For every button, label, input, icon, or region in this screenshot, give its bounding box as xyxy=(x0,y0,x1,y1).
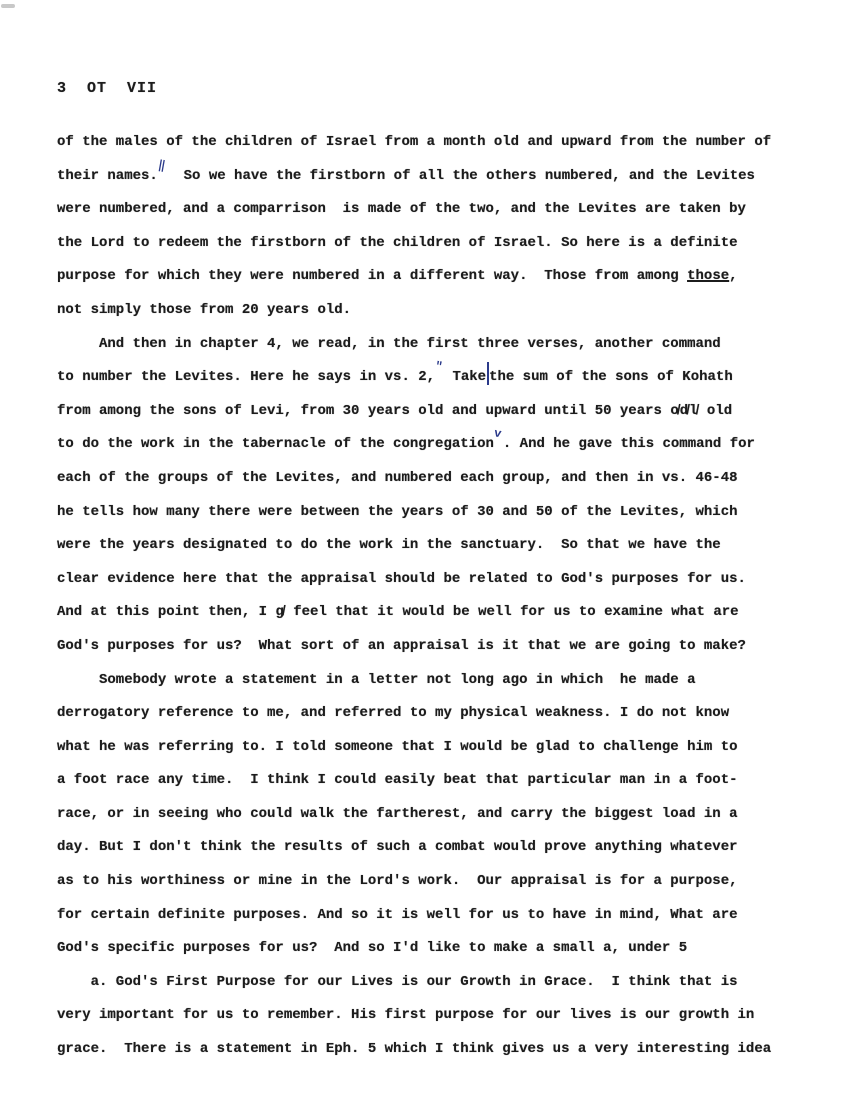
typewritten-text: And then in chapter 4, we read, in the first three verses, another command xyxy=(57,335,721,352)
typewritten-text: God's specific purposes for us? And so I'd like to make a small a, under 5 xyxy=(57,940,688,957)
text-line xyxy=(57,529,817,563)
typewritten-text: old xyxy=(698,402,733,419)
typewritten-text: feel that it would be well for us to examine what are xyxy=(284,604,739,621)
page-header: 3 OT VII xyxy=(57,80,158,97)
text-line xyxy=(57,664,817,698)
typewritten-text: he tells how many there were between the years of 30 and 50 of the Levites, which xyxy=(57,503,738,520)
typewritten-text: clear evidence here that the appraisal should be related to God's purposes for us. xyxy=(57,570,746,587)
typewritten-text: were numbered, and a comparrison is made of the two, and the Levites are taken by xyxy=(57,201,746,218)
text-line xyxy=(57,1033,817,1067)
struck-out-text: o̸d̸l̸ xyxy=(670,402,699,419)
typewritten-text: purpose for which they were numbered in a different way. Those from among xyxy=(57,268,688,285)
typewritten-text: of the males of the children of Israel from a month old and upward from the number of xyxy=(57,134,772,150)
text-line xyxy=(57,462,817,496)
text-line xyxy=(57,596,817,630)
text-line xyxy=(57,999,817,1033)
typewritten-text: very important for us to remember. His first purpose for our lives is our growth in xyxy=(57,1007,755,1024)
text-line xyxy=(57,361,817,395)
text-line xyxy=(57,764,817,798)
text-line xyxy=(57,966,817,1000)
text-line xyxy=(57,260,817,294)
typewritten-text: to number the Levites. Here he says in vs. 2, xyxy=(57,369,436,386)
text-line xyxy=(57,428,817,462)
typewritten-text: what he was referring to. I told someone that I would be glad to challenge him to xyxy=(57,738,738,755)
document-body xyxy=(57,126,817,1067)
scan-smudge xyxy=(1,4,15,8)
struck-out-text: g̸ xyxy=(275,604,285,621)
typewritten-text: And at this point then, I xyxy=(57,604,276,621)
text-line xyxy=(57,932,817,966)
typewritten-text: to do the work in the tabernacle of the congregation xyxy=(57,436,494,453)
typewritten-text: each of the groups of the Levites, and numbered each group, and then in vs. 46-48 xyxy=(57,469,738,486)
typewritten-text: the sum of the sons of Kohath xyxy=(489,369,733,386)
text-line xyxy=(57,126,817,160)
typewritten-text: Take xyxy=(444,369,487,386)
inserted-quote-mark: " xyxy=(434,359,444,375)
text-line xyxy=(57,630,817,664)
typewritten-text: for certain definite purposes. And so it is well for us to have in mind, What are xyxy=(57,906,738,923)
typewritten-text: their names. xyxy=(57,167,158,184)
text-line xyxy=(57,157,817,194)
text-line xyxy=(57,798,817,832)
text-line xyxy=(57,731,817,765)
text-line xyxy=(57,697,817,731)
text-line xyxy=(57,227,817,261)
typewritten-text: a foot race any time. I think I could easily beat that particular man in a foot- xyxy=(57,772,738,789)
text-line xyxy=(57,899,817,933)
typewritten-text: as to his worthiness or mine in the Lord's work. Our appraisal is for a purpose, xyxy=(57,873,738,890)
typewritten-text: grace. There is a statement in Eph. 5 which I think gives us a very interesting idea xyxy=(57,1041,772,1058)
text-line xyxy=(57,294,817,328)
typewritten-text: derrogatory reference to me, and referred to my physical weakness. I do not know xyxy=(57,705,730,722)
text-line xyxy=(57,865,817,899)
typewritten-text: the Lord to redeem the firstborn of the children of Israel. So here is a definite xyxy=(57,234,738,251)
typewritten-text: , xyxy=(729,268,738,285)
text-line xyxy=(57,563,817,597)
typewritten-text: a. God's First Purpose for our Lives is our Growth in Grace. I think that is xyxy=(57,973,738,990)
typewritten-text: day. But I don't think the results of such a combat would prove anything whatever xyxy=(57,839,738,856)
text-line xyxy=(57,831,817,865)
typewritten-text: Somebody wrote a statement in a letter not long ago in which he made a xyxy=(57,671,696,688)
typewritten-text: So we have the firstborn of all the others numbered, and the Levites xyxy=(166,167,755,184)
typewritten-text: from among the sons of Levi, from 30 years old and upward until 50 years xyxy=(57,402,671,419)
text-line xyxy=(57,395,817,429)
text-line xyxy=(57,193,817,227)
typewritten-text: race, or in seeing who could walk the fartherest, and carry the biggest load in a xyxy=(57,805,738,822)
typewritten-text: were the years designated to do the work in the sanctuary. So that we have the xyxy=(57,537,721,554)
inserted-quote-mark: ‖ xyxy=(156,157,167,173)
text-line xyxy=(57,496,817,530)
typewritten-text: God's purposes for us? What sort of an appraisal is it that we are going to make? xyxy=(57,637,746,654)
typewritten-text: not simply those from 20 years old. xyxy=(57,301,352,318)
inserted-caret-mark: v xyxy=(492,426,503,442)
underlined-word: those xyxy=(687,268,730,285)
typewritten-text: . And he gave this command for xyxy=(502,436,755,453)
